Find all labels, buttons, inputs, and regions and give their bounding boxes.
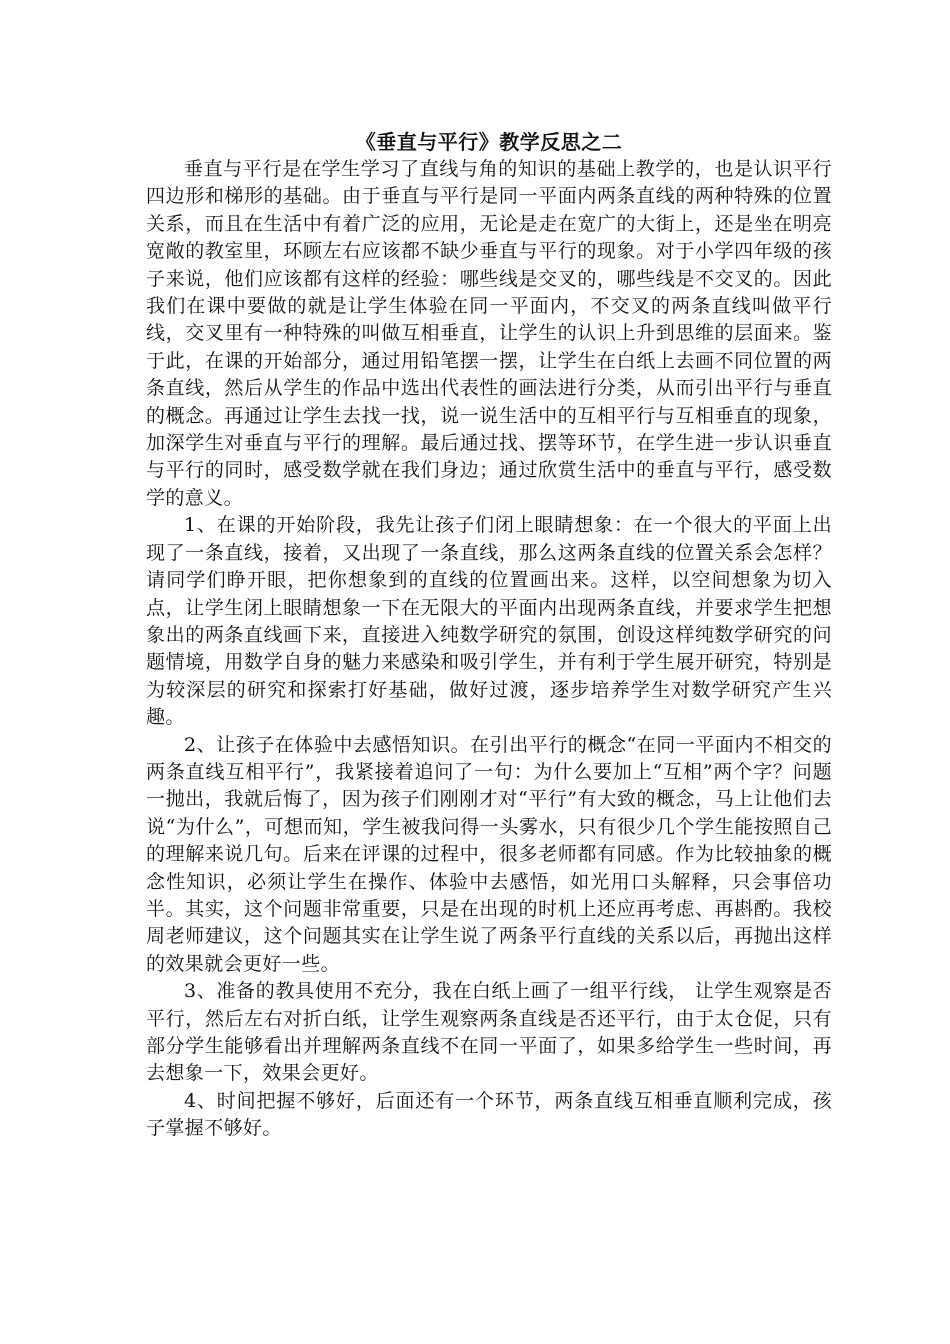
intro-paragraph: 垂直与平行是在学生学习了直线与角的知识的基础上教学的，也是认识平行四边形和梯形的基础。由于垂直与平行是同一平面内两条直线的两种特殊的位置关系，而且在生活中有着广泛的应用，无论是走在宽广的大街上，还是坐在明亮宽敞的教室里，环顾左右应该都不缺少垂直与平行的现象。对于小学四年级的孩子来说，他们应该都有这样的经验：哪些线是交叉的，哪些线是不交叉的。因此我们在课中要做的就是让学生体验在同一平面内，不交叉的两条直线叫做平行线，交叉里有一种特殊的叫做互相垂直，让学生的认识上升到思维的层面来。鉴于此，在课的开始部分，通过用铅笔摆一摆，让学生在白纸上去画不同位置的两条直线，然后从学生的作品中选出代表性的画法进行分类，从而引出平行与垂直的概念。再通过让学生去找一找，说一说生活中的互相平行与互相垂直的现象，加深学生对垂直与平行的理解。最后通过找、摆等环节，在学生进一步认识垂直与平行的同时，感受数学就在我们身边；通过欣赏生活中的垂直与平行，感受数学的意义。 [146,158,832,509]
point-1-paragraph: 1、在课的开始阶段，我先让孩子们闭上眼睛想象：在一个很大的平面上出现了一条直线，接着，又出现了一条直线，那么这两条直线的位置关系会怎样？请同学们睁开眼，把你想象到的直线的位置画出来。这样，以空间想象为切入点，让学生闭上眼睛想象一下在无限大的平面内出现两条直线，并要求学生把想象出的两条直线画下来，直接进入纯数学研究的氛围，创设这样纯数学研究的问题情境，用数学自身的魅力来感染和吸引学生，并有利于学生展开研究，特别是为较深层的研究和探索打好基础，做好过渡，逐步培养学生对数学研究产生兴趣。 [146,514,832,729]
point-2-paragraph: 2、让孩子在体验中去感悟知识。在引出平行的概念“在同一平面内不相交的两条直线互相平行”，我紧接着追问了一句：为什么要加上“互相”两个字？问题一抛出，我就后悔了，因为孩子们刚刚才对“平行”有大致的概念，马上让他们去说“为什么”，可想而知，学生被我问得一头雾水，只有很少几个学生能按照自己的理解来说几句。后来在评课的过程中，很多老师都有同感。作为比较抽象的概念性知识，必须让学生在操作、体验中去感悟，如光用口头解释，只会事倍功半。其实，这个问题非常重要，只是在出现的时机上还应再考虑、再斟酌。我校周老师建议，这个问题其实在让学生说了两条平行直线的关系以后，再抛出这样的效果就会更好一些。 [146,733,832,975]
point-4-paragraph: 4、时间把握不够好，后面还有一个环节，两条直线互相垂直顺利完成，孩子掌握不够好。 [146,1089,832,1140]
document-title: 《垂直与平行》教学反思之二 [355,130,623,154]
point-3-paragraph: 3、准备的教具使用不充分，我在白纸上画了一组平行线， 让学生观察是否平行，然后左右对折白纸，让学生观察两条直线是否还平行，由于太仓促，只有部分学生能够看出并理解两条直线不在同一平面了，如果多给学生一些时间，再去想象一下，效果会更好。 [146,980,832,1085]
document-page [146,120,832,1143]
